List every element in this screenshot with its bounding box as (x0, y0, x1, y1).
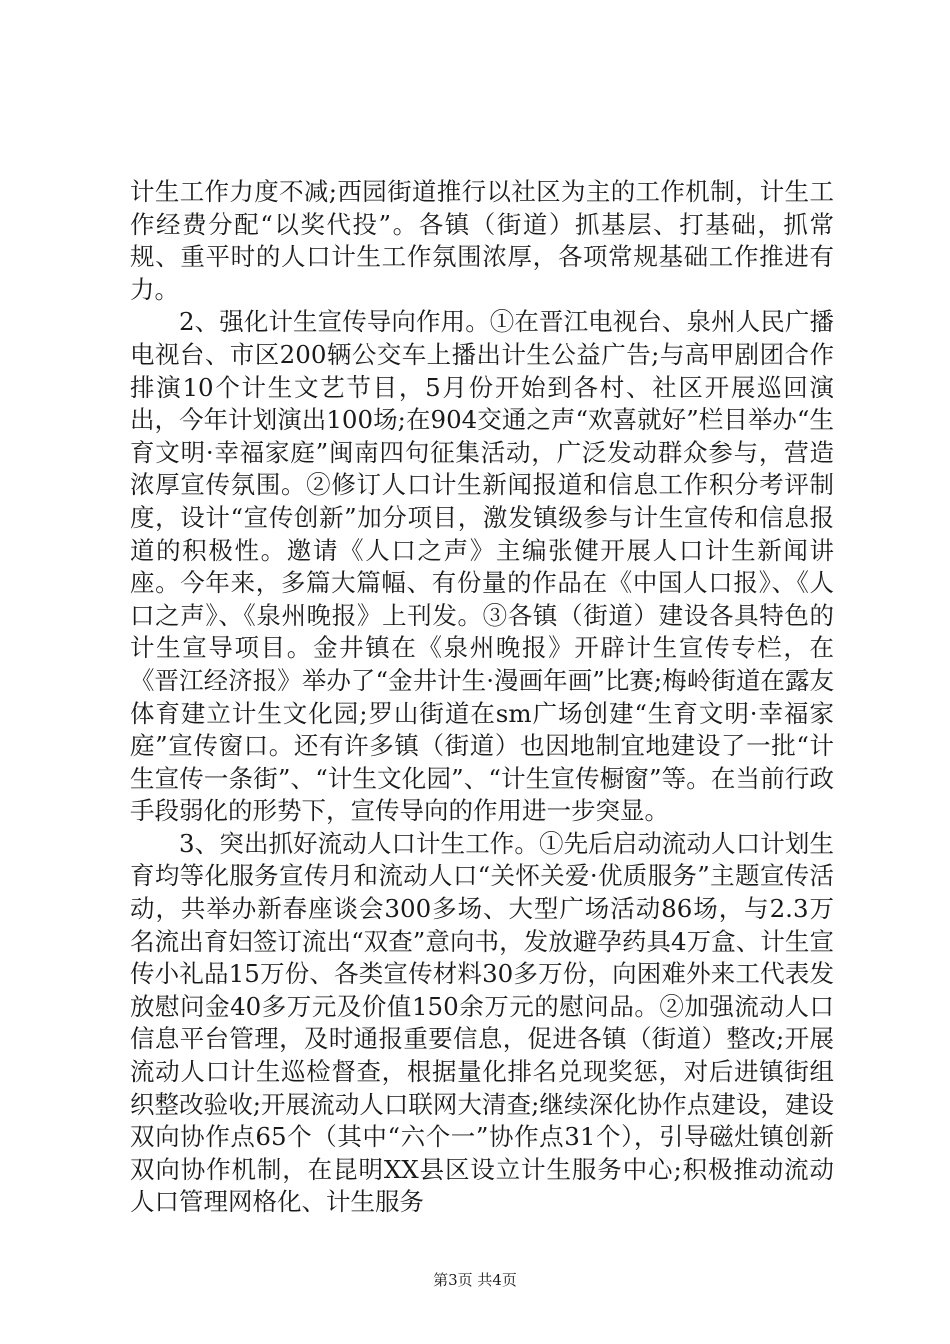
document-body (130, 176, 834, 1219)
paragraph-floating-population: 3、突出抓好流动人口计生工作。①先后启动流动人口计划生育均等化服务宣传月和流动人口“关怀关爱·优质服务”主题宣传活动，共举办新春座谈会300多场、大型广场活动86场，与2.3万名流出育妇签订流出“双查”意向书，发放避孕药具4万盒、计生宣传小礼品15万份、各类宣传材料30多万份，向困难外来工代表发放慰问金40多万元及价值150余万元的慰问品。②加强流动人口信息平台管理，及时通报重要信息，促进各镇（街道）整改;开展流动人口计生巡检督查，根据量化排名兑现奖惩，对后进镇街组织整改验收;开展流动人口联网大清查;继续深化协作点建设，建设双向协作点65个（其中“六个一”协作点31个），引导磁灶镇创新双向协作机制，在昆明XX县区设立计生服务中心;积极推动流动人口管理网格化、计生服务 (130, 828, 834, 1217)
paragraph-propaganda: 2、强化计生宣传导向作用。①在晋江电视台、泉州人民广播电视台、市区200辆公交车上播出计生公益广告;与高甲剧团合作排演10个计生文艺节目，5月份开始到各村、社区开展巡回演出，今年计划演出100场;在904交通之声“欢喜就好”栏目举办“生育文明·幸福家庭”闽南四句征集活动，广泛发动群众参与，营造浓厚宣传氛围。②修订人口计生新闻报道和信息工作积分考评制度，设计“宣传创新”加分项目，激发镇级参与计生宣传和信息报道的积极性。邀请《人口之声》主编张健开展人口计生新闻讲座。今年来，多篇大篇幅、有份量的作品在《中国人口报》、《人口之声》、《泉州晚报》上刊发。③各镇（街道）建设各具特色的计生宣导项目。金井镇在《泉州晚报》开辟计生宣传专栏，在《晋江经济报》举办了“金井计生·漫画年画”比赛;梅岭街道在露友体育建立计生文化园;罗山街道在sm广场创建“生育文明·幸福家庭”宣传窗口。还有许多镇（街道）也因地制宜地建设了一批“计生宣传一条街”、“计生文化园”、“计生宣传橱窗”等。在当前行政手段弱化的形势下，宣传导向的作用进一步突显。 (130, 307, 834, 826)
paragraph-continuation: 计生工作力度不减;西园街道推行以社区为主的工作机制，计生工作经费分配“以奖代投”。各镇（街道）抓基层、打基础，抓常规、重平时的人口计生工作氛围浓厚，各项常规基础工作推进有力。 (130, 177, 834, 304)
page-footer: 第3页 共4页 (433, 1271, 517, 1289)
